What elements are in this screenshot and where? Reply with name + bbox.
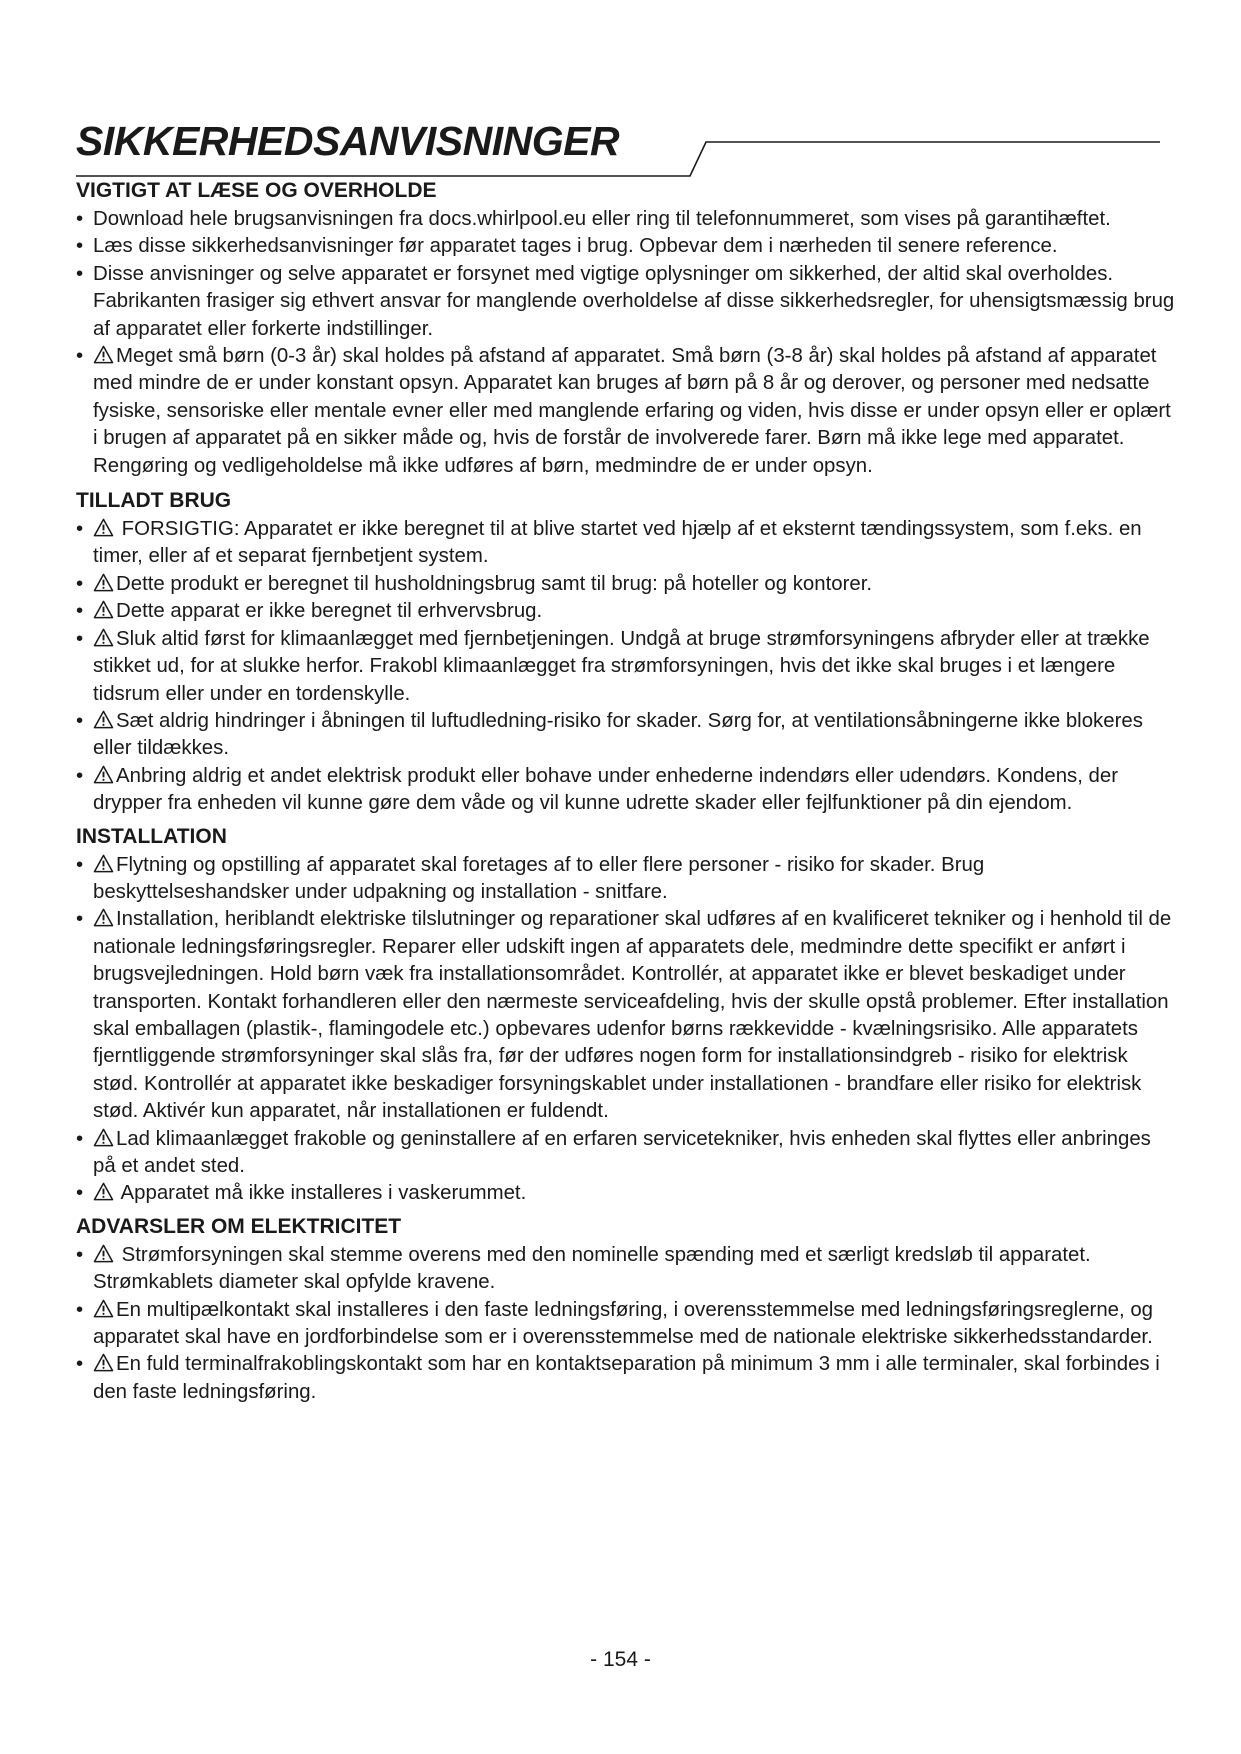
list-item: • FORSIGTIG: Apparatet er ikke beregnet til at blive startet ved hjælp af et eksternt tændingssystem, som f.eks. en timer, eller af et separat fjernbetjent system. [76,518,1142,568]
item-text: Læs disse sikkerhedsanvisninger før apparatet tages i brug. Opbevar dem i nærheden til senere reference. [93,235,1058,258]
list-item: • En fuld terminalfrakoblingskontakt som har en kontaktseparation på minimum 3 mm i alle terminaler, skal forbindes i den faste ledningsføring. [76,1353,1160,1403]
warning-icon [93,1244,114,1263]
item-text: Flytning og opstilling af apparatet skal foretages af to eller flere personer - risiko for skader. Brug beskyttelseshandsker under udpakning og installation - snitfare. [93,853,985,903]
warning-icon [93,345,114,364]
warning-icon [93,1182,114,1201]
list-item: • Download hele brugsanvisningen fra docs.whirlpool.eu eller ring til telefonnummeret, som vises på garantihæftet. [76,208,1111,230]
list-item: • Flytning og opstilling af apparatet skal foretages af to eller flere personer - risiko for skader. Brug beskyttelseshandsker under udpakning og installation - snitfare. [76,853,985,903]
warning-icon [93,573,114,592]
section-heading: INSTALLATION [76,824,227,848]
item-text: Apparatet må ikke installeres i vaskerummet. [120,1182,527,1205]
list-item: • Lad klimaanlægget frakoble og geninstallere af en erfaren servicetekniker, hvis enheden skal flyttes eller anbringes på et andet sted. [76,1127,1151,1177]
section-permitted-use [76,488,1176,817]
section-heading: TILLADT BRUG [76,489,232,513]
section-installation [76,824,1176,1208]
item-text: Strømforsyningen skal stemme overens med den nominelle spænding med et særligt kredsløb til apparatet. [121,1243,1091,1266]
item-text: En multipælkontakt skal installeres i den faste ledningsføring, i overensstemmelse med ledningsføringsreglerne, og apparatet skal have en jordforbindelse som er i overensstemmelse med de nationale elektriske sikkerhedsstandarder. [93,1298,1154,1349]
section-heading: ADVARSLER OM ELEKTRICITET [76,1214,402,1238]
item-text: Download hele brugsanvisningen fra docs.whirlpool.eu eller ring til telefonnummeret, som vises på garantihæftet. [93,208,1111,230]
item-list [76,206,1176,480]
warning-icon [93,765,114,784]
section-read-and-follow [76,178,1176,480]
list-item: • Installation, heriblandt elektriske tilslutninger og reparationer skal udføres af en kvalificeret tekniker og i henhold til de nationale ledningsføringsregler. Reparer eller udskift ingen af apparatets dele, medmindre dette specifikt er anført i brugsvejledningen. Hold børn væk fra installationsområdet. Kontrollér, at apparatet ikke er blevet beskadiget under transporten. Kontakt forhandleren eller den nærmeste serviceafdeling, hvis der skulle opstå problemer. Efter installation skal emballagen (plastik-, flamingodele etc.) opbevares udenfor børns rækkevidde - kvælningsrisiko. Alle apparatets fjerntliggende strømforsyninger skal slås fra, før der udføres nogen form for installationsindgreb - risiko for elektrisk stød. Kontrollér at apparatet ikke beskadiger forsyningskablet under installationen - brandfare eller risiko for elektrisk stød. Aktivér kun apparatet, når installationen er fuldendt. [76,908,1172,1123]
page-number: - 154 - [590,1648,651,1671]
warning-icon [93,518,114,537]
list-item: • Apparatet må ikke installeres i vaskerummet. [76,1182,527,1205]
list-item: • Disse anvisninger og selve apparatet er forsynet med vigtige oplysninger om sikkerhed, der altid skal overholdes. Fabrikanten frasiger sig ethvert ansvar for manglende overholdelse af disse sikkerhedsregler, for uhensigtsmæssig brug af apparatet eller forkerte indstillinger. [76,262,1175,340]
warning-icon [93,908,114,927]
item-text: Sæt aldrig hindringer i åbningen til luftudledning-risiko for skader. Sørg for, at ventilationsåbningerne ikke blokeres eller tildækkes. [93,709,1143,760]
list-item: • Meget små børn (0-3 år) skal holdes på afstand af apparatet. Små børn (3-8 år) skal holdes på afstand af apparatet med mindre de er under konstant opsyn. Apparatet kan bruges af børn på 8 år og derover, og personer med nedsatte fysiske, sensoriske eller mentale evner eller med manglende erfaring og viden, hvis disse er under opsyn eller er oplært i brugen af apparatet på en sikker måde og, hvis de forstår de involverede farer. Børn må ikke lege med apparatet. Rengøring og vedligeholdelse må ikke udføres af børn, medmindre de er under opsyn. [76,345,1171,477]
warning-icon [93,1128,114,1147]
item-text: Sluk altid først for klimaanlægget med fjernbetjeningen. Undgå at bruge strømforsyningens afbryder eller at trække stikket ud, for at slukke herfor. Frakobl klimaanlægget fra strømforsyningen, hvis det ikke skal bruges i et længere tidsrum eller under en tordenskylle. [93,627,1150,705]
item-text: Lad klimaanlægget frakoble og geninstallere af en erfaren servicetekniker, hvis enheden skal flyttes eller anbringes på et andet sted. [93,1127,1151,1177]
list-item: • Strømforsyningen skal stemme overens med den nominelle spænding med et særligt kredsløb til apparatet. Strømkablets diameter skal opfylde kravene. [76,1243,1091,1294]
item-text: En fuld terminalfrakoblingskontakt som har en kontaktseparation på minimum 3 mm i alle terminaler, skal forbindes i den faste ledningsføring. [93,1353,1160,1403]
section-electrical-warnings [76,1214,1176,1406]
title-rule [0,0,1241,200]
list-item: • Dette apparat er ikke beregnet til erhvervsbrug. [76,600,543,623]
list-item: • Sæt aldrig hindringer i åbningen til luftudledning-risiko for skader. Sørg for, at ventilationsåbningerne ikke blokeres eller tildækkes. [76,709,1143,760]
warning-icon [93,600,114,619]
warning-icon [93,628,114,647]
warning-icon [93,710,114,729]
item-text: Installation, heriblandt elektriske tilslutninger og reparationer skal udføres af en kvalificeret tekniker og i henhold til de nationale ledningsføringsregler. Reparer eller udskift ingen af apparatets dele, medmindre dette specifikt er anført i brugsvejledningen. Hold børn væk fra installationsområdet. Kontrollér, at apparatet ikke er blevet beskadiget under transporten. Kontakt forhandleren eller den nærmeste serviceafdeling, hvis der skulle opstå problemer. Efter installation skal emballagen (plastik-, flamingodele etc.) opbevares udenfor børns rækkevidde - kvælningsrisiko. Alle apparatets fjerntliggende strømforsyninger skal slås fra, før der udføres nogen form for installationsindgreb - risiko for elektrisk stød. Kontrollér at apparatet ikke beskadiger forsyningskablet under installationen - brandfare eller risiko for elektrisk stød. Aktivér kun apparatet, når installationen er fuldendt. [93,908,1172,1123]
item-text: Anbring aldrig et andet elektrisk produkt eller bohave under enhederne indendørs eller udendørs. Kondens, der drypper fra enheden vil kunne gøre dem våde og vil kunne udrette skader eller fejlfunktioner på din ejendom. [93,764,1119,815]
list-item: • Dette produkt er beregnet til husholdningsbrug samt til brug: på hoteller og kontorer. [76,572,873,595]
item-list [76,516,1176,817]
item-text: Meget små børn (0-3 år) skal holdes på afstand af apparatet. Små børn (3-8 år) skal holdes på afstand af apparatet med mindre de er under konstant opsyn. Apparatet kan bruges af børn på 8 år og derover, og personer med nedsatte fysiske, sensoriske eller mentale evner eller med manglende erfaring og viden, hvis disse er under opsyn eller er oplært i brugen af apparatet på en sikker måde og, hvis de forstår de involverede farer. Børn må ikke lege med apparatet. Rengøring og vedligeholdelse må ikke udføres af børn, medmindre de er under opsyn. [93,345,1171,477]
item-text-extra: Strømkablets diameter skal opfylde kravene. [93,1271,496,1294]
page-title: SIKKERHEDSANVISNINGER [76,118,620,164]
section-heading: VIGTIGT AT LÆSE OG OVERHOLDE [76,179,437,202]
warning-icon [93,1353,114,1372]
list-item: • En multipælkontakt skal installeres i den faste ledningsføring, i overensstemmelse med ledningsføringsreglerne, og apparatet skal have en jordforbindelse som er i overensstemmelse med de nationale elektriske sikkerhedsstandarder. [76,1298,1154,1349]
list-item: • Læs disse sikkerhedsanvisninger før apparatet tages i brug. Opbevar dem i nærheden til senere reference. [76,235,1058,258]
item-list [76,852,1176,1208]
list-item: • Sluk altid først for klimaanlægget med fjernbetjeningen. Undgå at bruge strømforsyningens afbryder eller at trække stikket ud, for at slukke herfor. Frakobl klimaanlægget fra strømforsyningen, hvis det ikke skal bruges i et længere tidsrum eller under en tordenskylle. [76,627,1150,705]
item-text: FORSIGTIG: Apparatet er ikke beregnet til at blive startet ved hjælp af et eksternt tændingssystem, som f.eks. en timer, eller af et separat fjernbetjent system. [93,518,1142,568]
warning-icon [93,1299,114,1318]
item-list [76,1242,1176,1406]
item-text: Dette apparat er ikke beregnet til erhvervsbrug. [116,600,543,623]
item-text: Dette produkt er beregnet til husholdningsbrug samt til brug: på hoteller og kontorer. [116,572,873,595]
list-item: • Anbring aldrig et andet elektrisk produkt eller bohave under enhederne indendørs eller udendørs. Kondens, der drypper fra enheden vil kunne gøre dem våde og vil kunne udrette skader eller fejlfunktioner på din ejendom. [76,764,1119,815]
document-body [76,178,1176,1412]
warning-icon [93,854,114,873]
item-text: Disse anvisninger og selve apparatet er forsynet med vigtige oplysninger om sikkerhed, der altid skal overholdes. Fabrikanten frasiger sig ethvert ansvar for manglende overholdelse af disse sikkerhedsregler, for uhensigtsmæssig brug af apparatet eller forkerte indstillinger. [93,262,1175,340]
